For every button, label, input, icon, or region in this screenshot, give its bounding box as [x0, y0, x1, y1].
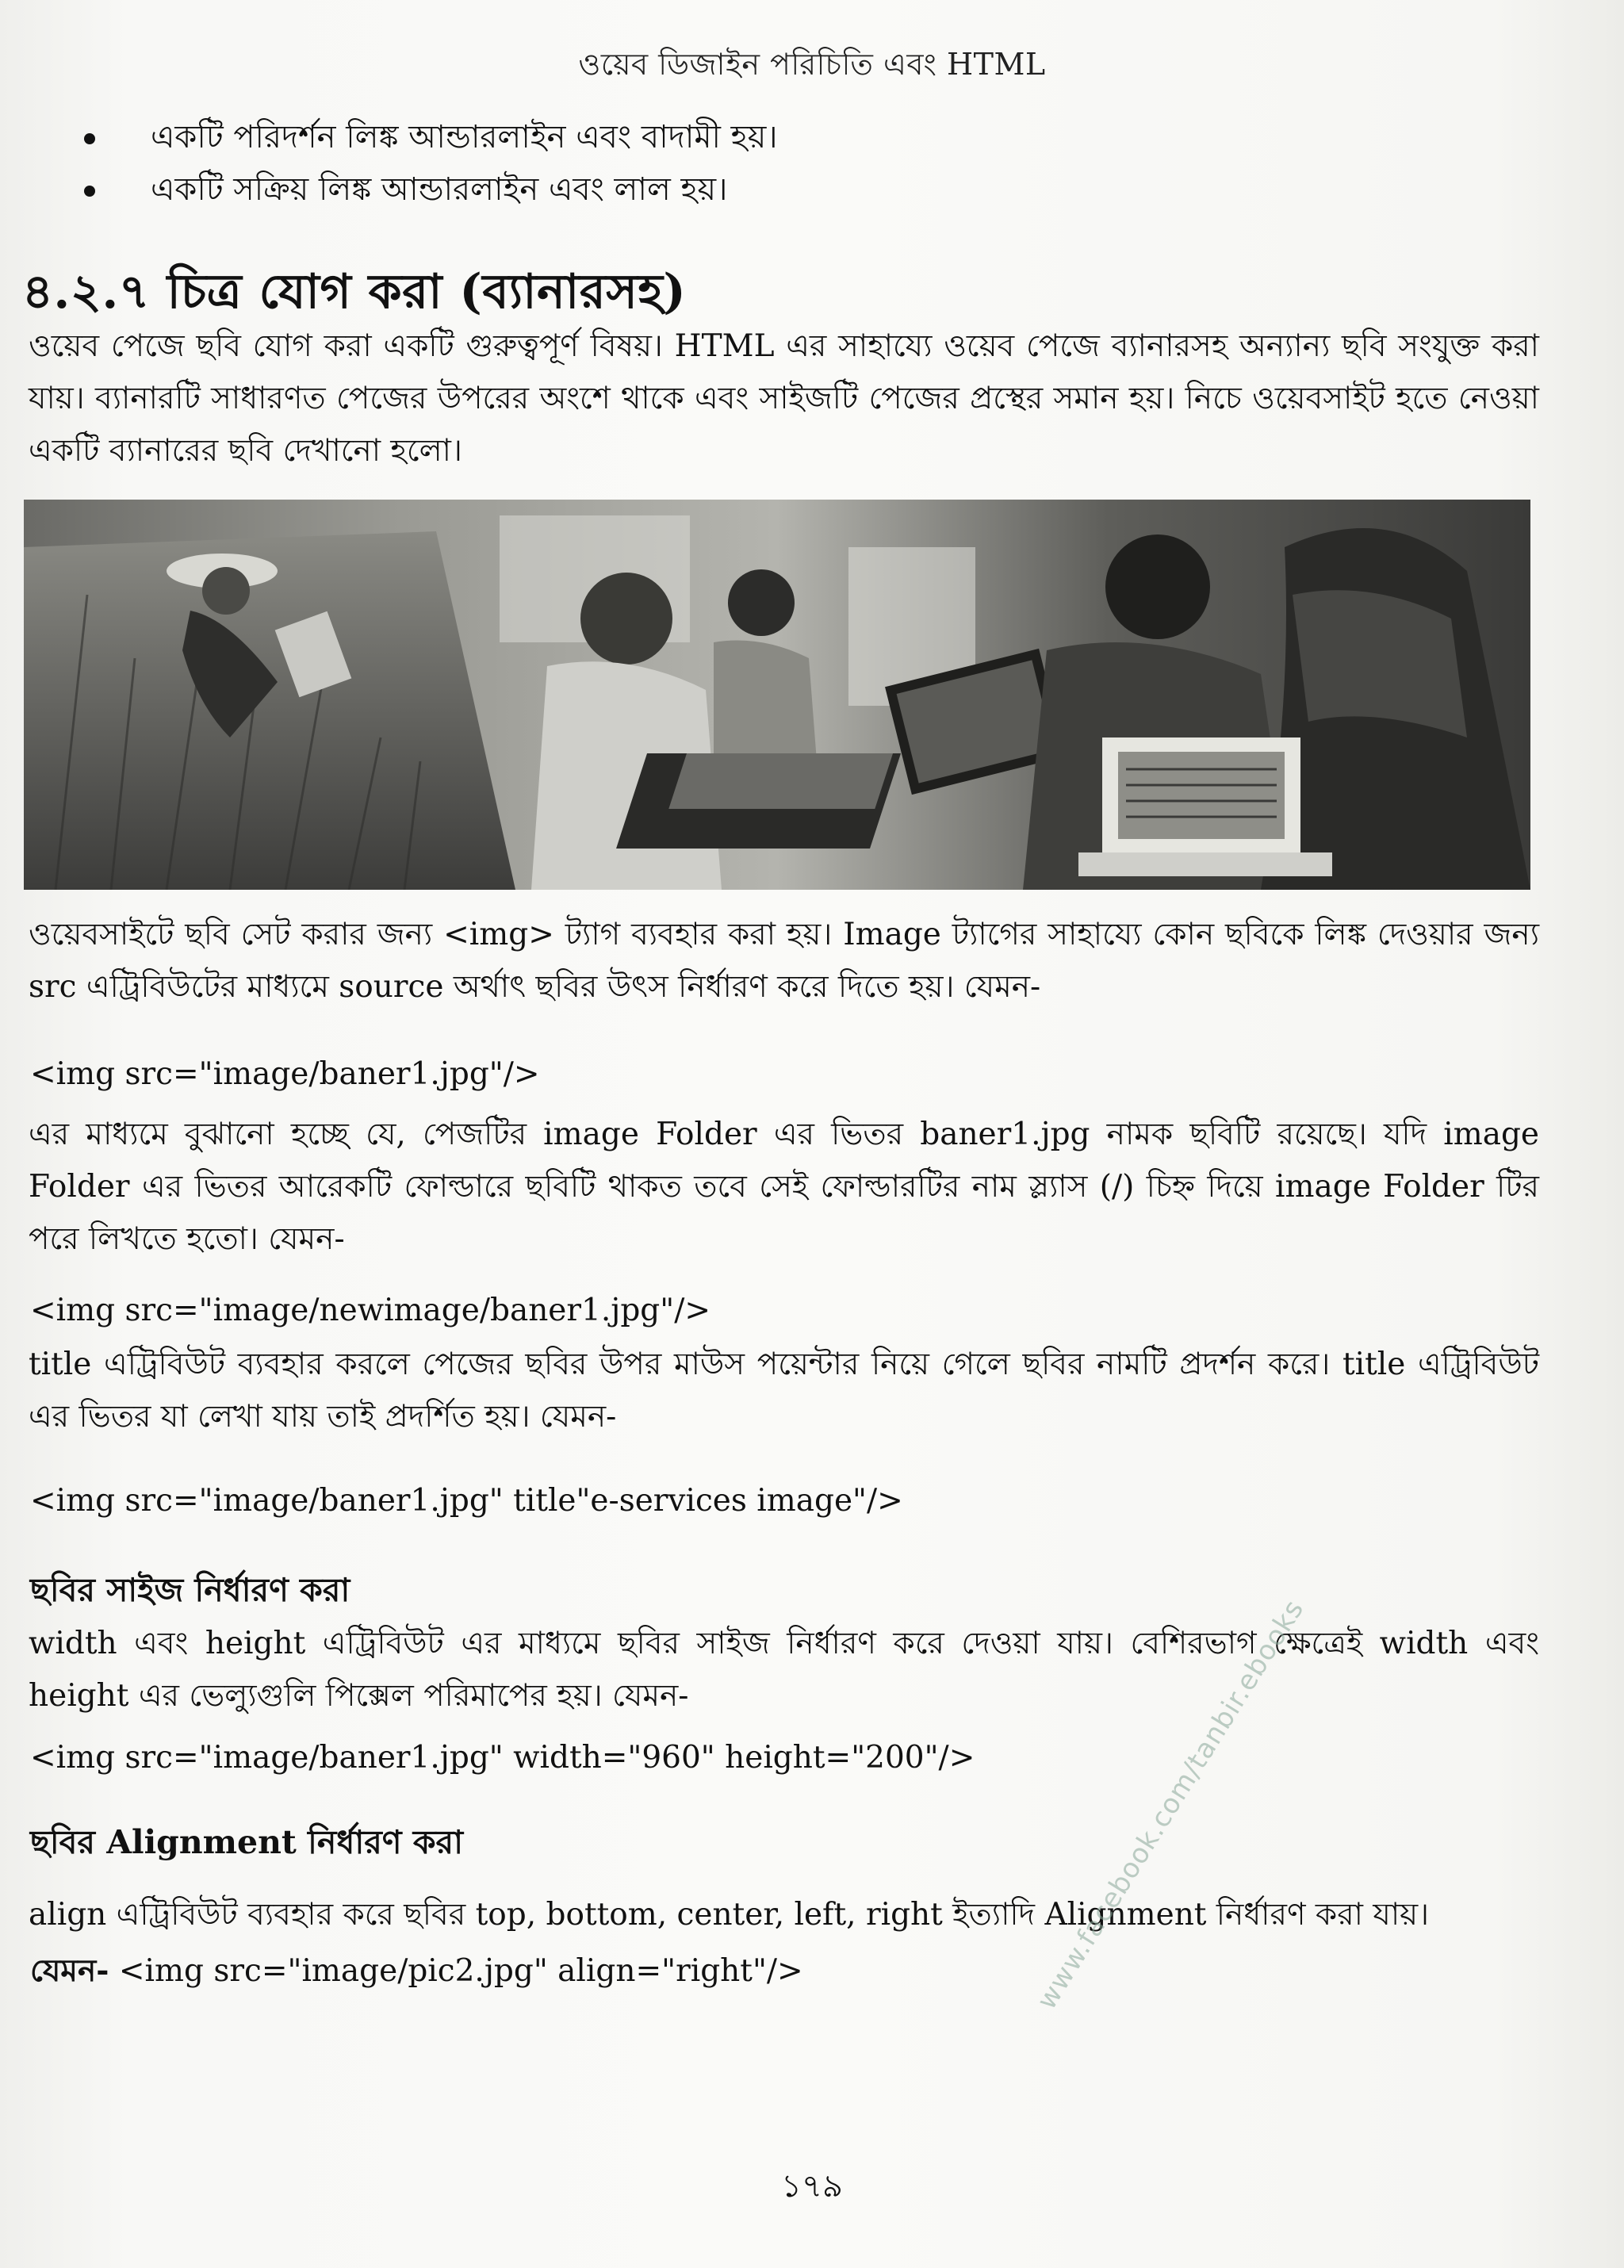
- banner-image: [24, 500, 1530, 890]
- size-heading: ছবির সাইজ নির্ধারণ করা: [30, 1571, 350, 1609]
- intro-paragraph: ওয়েব পেজে ছবি যোগ করা একটি গুরুত্বপূর্ণ বিষয়। HTML এর সাহায্যে ওয়েব পেজে ব্যানারসহ অন্যান্য ছবি সংযুক্ত করা যায়। ব্যানারটি সাধারণত পেজের উপরের অংশে থাকে এবং সাইজটি পেজের প্রস্থের সমান হয়। নিচে ওয়েবসাইট হতে নেওয়া একটি ব্যানারের ছবি দেখানো হলো।: [29, 328, 1539, 469]
- running-head: ওয়েব ডিজাইন পরিচিতি এবং HTML: [578, 47, 1046, 82]
- alignment-example-line: [30, 1951, 803, 1991]
- code-example-title: <img src="image/baner1.jpg" title"e-services image"/>: [30, 1483, 903, 1519]
- folder-paragraph: এর মাধ্যমে বুঝানো হচ্ছে যে, পেজটির image Folder এর ভিতর baner1.jpg নামক ছবিটি রয়েছে। যদি image Folder এর ভিতর আরেকটি ফোল্ডারে ছবিটি থাকত তবে সেই ফোল্ডারটির নাম স্ল্যাস (/) চিহ্ন দিয়ে image Folder টির পরে লিখতে হতো। যেমন-: [29, 1117, 1539, 1257]
- banner-photo: [24, 500, 1530, 890]
- code-example-size: <img src="image/baner1.jpg" width="960" height="200"/>: [30, 1740, 975, 1776]
- alignment-paragraph: align এট্রিবিউট ব্যবহার করে ছবির top, bottom, center, left, right ইত্যাদি Alignment নির্ধারণ করা যায়।: [29, 1897, 1430, 1933]
- title-attribute-paragraph: title এট্রিবিউট ব্যবহার করলে পেজের ছবির উপর মাউস পয়েন্টার নিয়ে গেলে ছবির নামটি প্রদর্শন করে। title এট্রিবিউট এর ভিতর যা লেখা যায় তাই প্রদর্শিত হয়। যেমন-: [29, 1347, 1539, 1435]
- bullet-list: [79, 111, 1507, 216]
- example-prefix: যেমন-: [30, 1952, 109, 1989]
- page-number: ১৭৯: [781, 2168, 843, 2205]
- bullet-active-link: একটি সক্রিয় লিঙ্ক আন্ডারলাইন এবং লাল হয়।: [79, 163, 1507, 216]
- code-example-subfolder: <img src="image/newimage/baner1.jpg"/>: [30, 1293, 711, 1328]
- watermark-text: www.facebook.com/tanbir.ebooks: [1031, 1594, 1311, 2016]
- section-heading: ৪.২.৭ চিত্র যোগ করা (ব্যানারসহ): [22, 264, 687, 320]
- bullet-visited-link: একটি পরিদর্শন লিঙ্ক আন্ডারলাইন এবং বাদামী হয়।: [79, 111, 1507, 163]
- alignment-heading: ছবির Alignment নির্ধারণ করা: [30, 1823, 463, 1861]
- img-tag-paragraph: ওয়েবসাইটে ছবি সেট করার জন্য <img> ট্যাগ ব্যবহার করা হয়। Image ট্যাগের সাহায্যে কোন ছবিকে লিঙ্ক দেওয়ার জন্য src এট্রিবিউটের মাধ্যমে source অর্থাৎ ছবির উৎস নির্ধারণ করে দিতে হয়। যেমন-: [29, 917, 1539, 1005]
- code-example-align: <img src="image/pic2.jpg" align="right"/>: [118, 1953, 803, 1989]
- code-example-basic: <img src="image/baner1.jpg"/>: [30, 1056, 540, 1092]
- size-paragraph: width এবং height এট্রিবিউট এর মাধ্যমে ছবির সাইজ নির্ধারণ করে দেওয়া যায়। বেশিরভাগ ক্ষেত্রেই width এবং height এর ভেল্যুগুলি পিক্সেল পরিমাপের হয়। যেমন-: [29, 1626, 1539, 1714]
